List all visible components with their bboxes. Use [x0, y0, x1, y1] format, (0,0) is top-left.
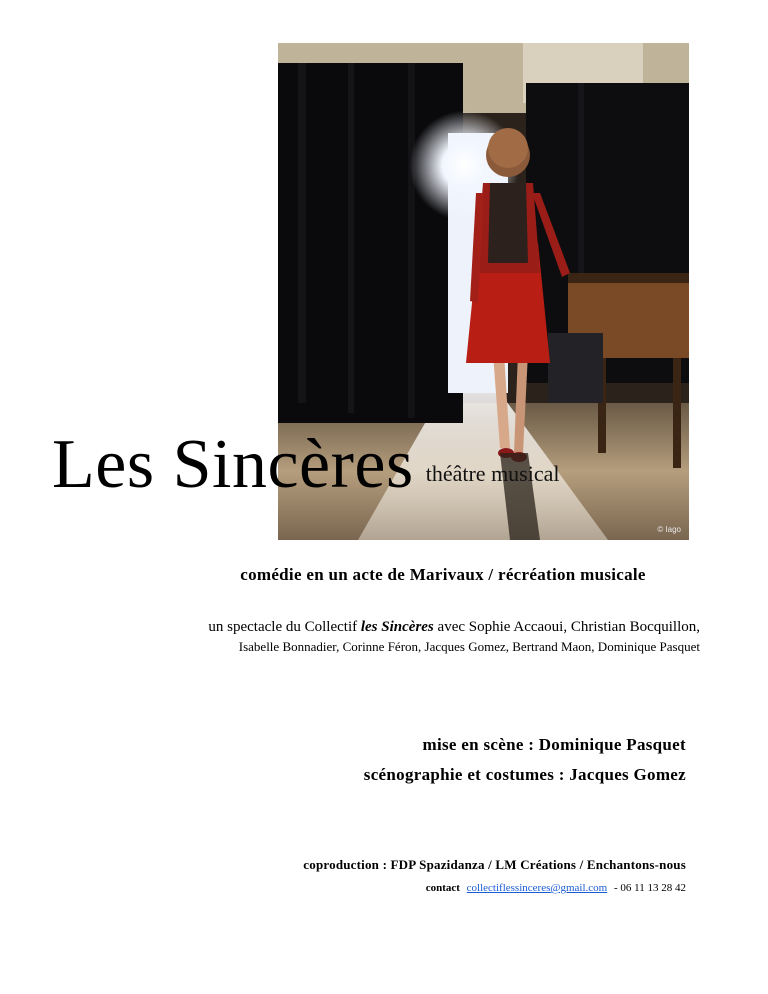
collective-name: les Sincères: [360, 619, 434, 635]
tagline: comédie en un acte de Marivaux / récréation musicale: [240, 565, 646, 584]
cast-avec: avec: [437, 619, 466, 635]
cast-prefix: un spectacle du Collectif: [208, 619, 358, 635]
show-title: Les Sincères: [52, 426, 414, 503]
show-subtitle: théâtre musical: [425, 461, 560, 486]
show-title-block: [52, 426, 560, 503]
contact-email-link[interactable]: collectiflessinceres@gmail.com: [466, 882, 608, 894]
contact-label: contact: [425, 882, 460, 894]
cast-names-1: Sophie Accaoui, Christian Bocquillon,: [468, 619, 700, 635]
photo-credit: © Iago: [657, 525, 681, 534]
cast-line-2: [118, 637, 700, 657]
scenography-credit: scénographie et costumes : Jacques Gomez: [363, 765, 686, 784]
cast-names-2: Isabelle Bonnadier, Corinne Féron, Jacques Gomez, Bertrand Maon, Dominique Pasquet: [238, 639, 700, 654]
director-credit: mise en scène : Dominique Pasquet: [422, 735, 686, 754]
credits-block: [364, 730, 686, 790]
cast-block: [118, 617, 700, 657]
cast-line-1: [118, 617, 700, 637]
contact-phone: - 06 11 13 28 42: [613, 882, 686, 894]
coproduction: coproduction : FDP Spazidanza / LM Créations / Enchantons-nous: [303, 857, 686, 872]
contact-line: [426, 882, 686, 894]
